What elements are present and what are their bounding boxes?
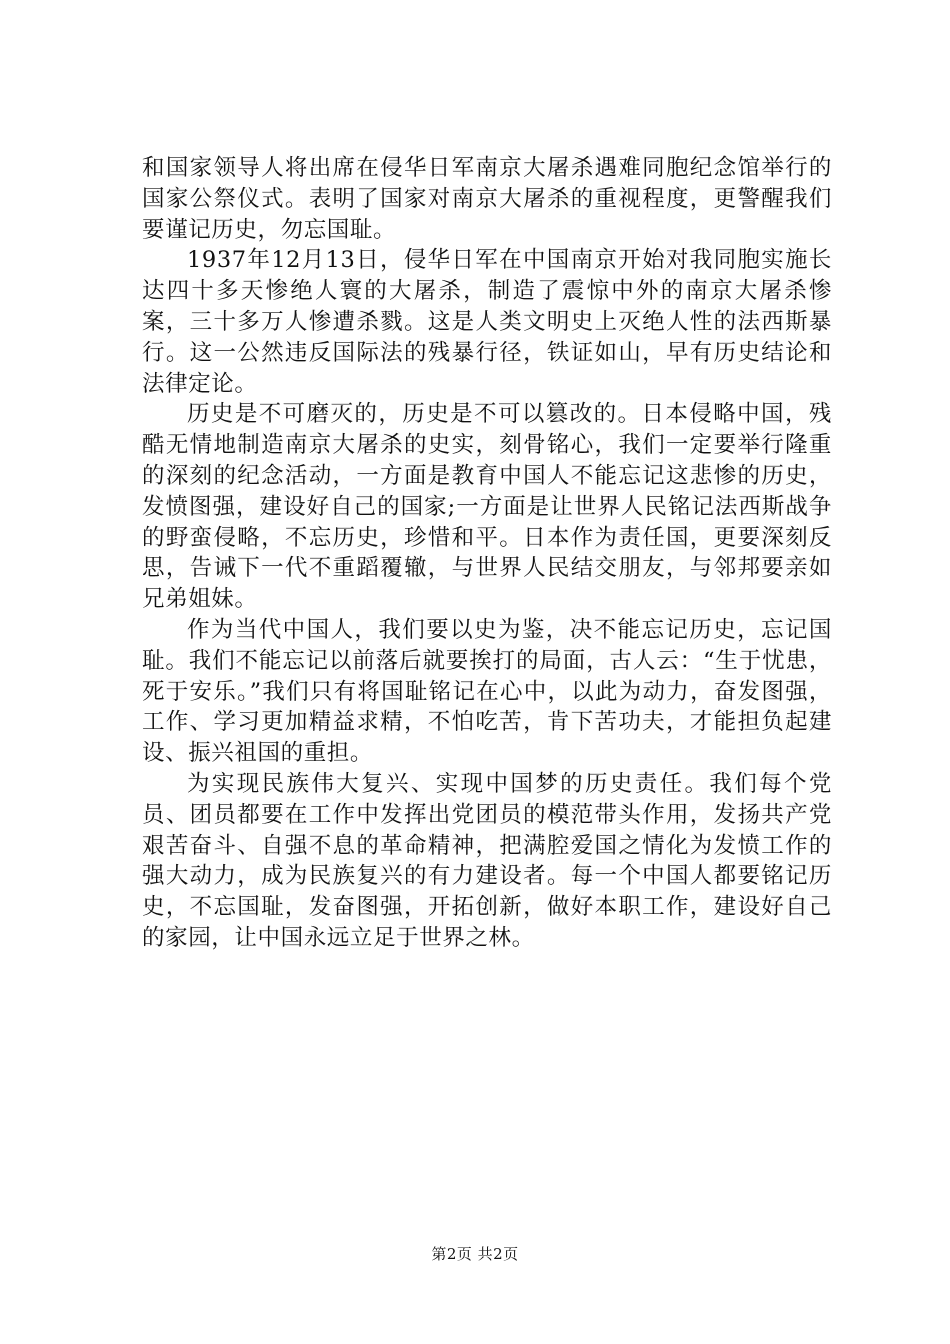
paragraph-2: 1937年12月13日，侵华日军在中国南京开始对我同胞实施长达四十多天惨绝人寰的大屠杀，制造了震惊中外的南京大屠杀惨案，三十多万人惨遭杀戮。这是人类文明史上灭绝人性的法西斯暴行。这一公然违反国际法的残暴行径，铁证如山，早有历史结论和法律定论。 <box>142 247 832 397</box>
page-footer: 第2页 共2页 <box>431 1245 519 1263</box>
paragraph-4: 作为当代中国人，我们要以史为鉴，决不能忘记历史，忘记国耻。我们不能忘记以前落后就要挨打的局面，古人云：“生于忧患，死于安乐。”我们只有将国耻铭记在心中，以此为动力，奋发图强，工作、学习更加精益求精，不怕吃苦，肯下苦功夫，才能担负起建设、振兴祖国的重担。 <box>142 616 832 767</box>
paragraph-1: 和国家领导人将出席在侵华日军南京大屠杀遇难同胞纪念馆举行的国家公祭仪式。表明了国家对南京大屠杀的重视程度，更警醒我们要谨记历史，勿忘国耻。 <box>142 155 832 243</box>
paragraph-3: 历史是不可磨灭的，历史是不可以篡改的。日本侵略中国，残酷无情地制造南京大屠杀的史实，刻骨铭心，我们一定要举行隆重的深刻的纪念活动，一方面是教育中国人不能忘记这悲惨的历史，发愤图强，建设好自己的国家;一方面是让世界人民铭记法西斯战争的野蛮侵略，不忘历史，珍惜和平。日本作为责任国，更要深刻反思，告诫下一代不重蹈覆辙，与世界人民结交朋友，与邻邦要亲如兄弟姐妹。 <box>142 401 832 613</box>
paragraph-5: 为实现民族伟大复兴、实现中国梦的历史责任。我们每个党员、团员都要在工作中发挥出党团员的模范带头作用，发扬共产党艰苦奋斗、自强不息的革命精神，把满腔爱国之情化为发愤工作的强大动力，成为民族复兴的有力建设者。每一个中国人都要铭记历史，不忘国耻，发奋图强，开拓创新，做好本职工作，建设好自己的家园，让中国永远立足于世界之林。 <box>142 770 832 951</box>
document-body <box>142 153 832 954</box>
